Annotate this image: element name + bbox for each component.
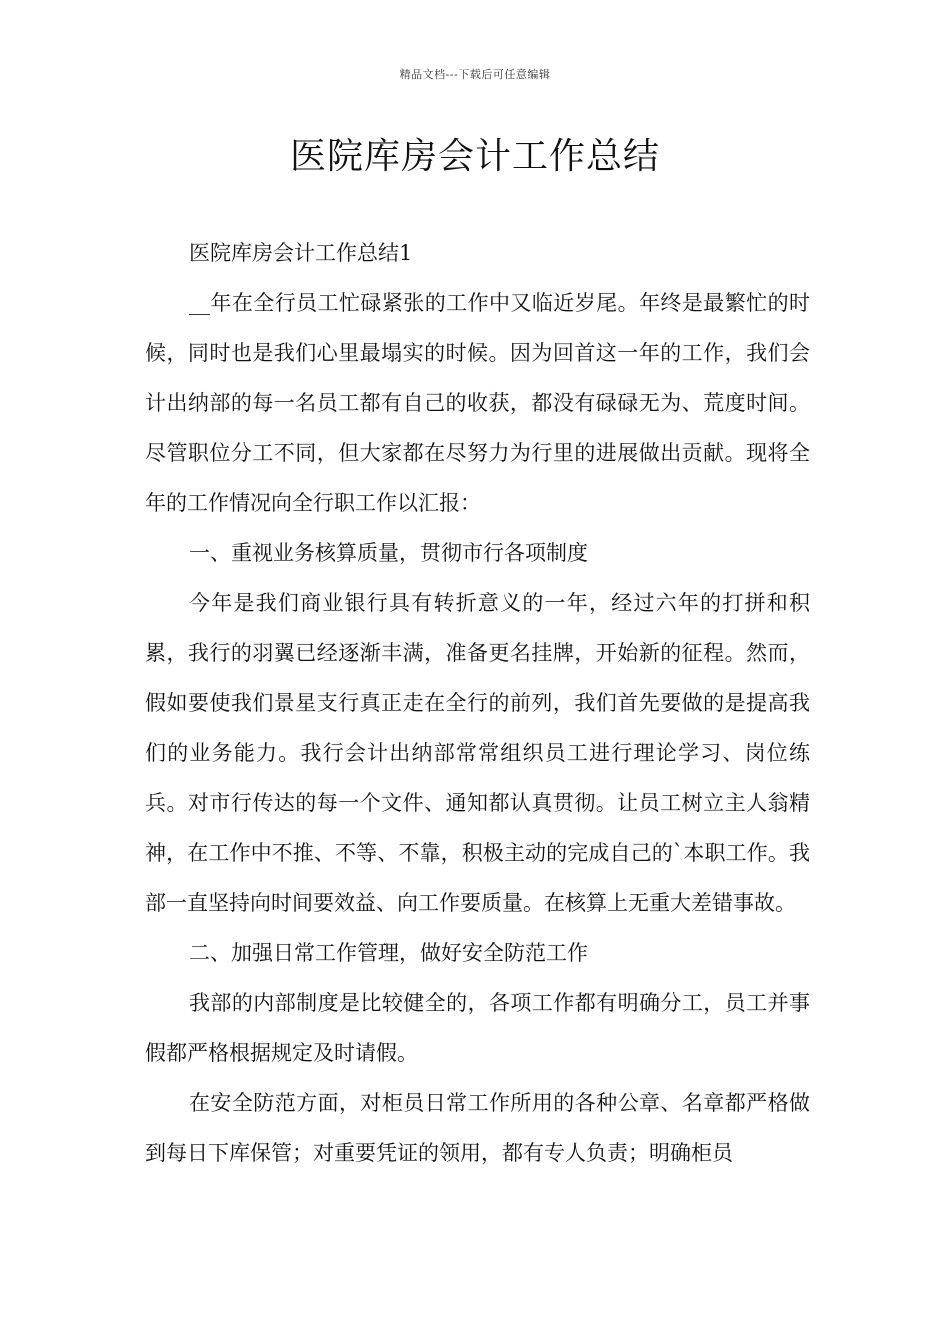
section-heading: 一、重视业务核算质量，贯彻市行各项制度: [189, 541, 588, 565]
document-body: [145, 228, 810, 1178]
body-paragraph: 我部的内部制度是比较健全的，各项工作都有明确分工，员工并事假都严格根据规定及时请假。: [145, 991, 810, 1065]
document-title: 医院库房会计工作总结: [289, 136, 660, 177]
section-heading: 医院库房会计工作总结1: [189, 241, 413, 265]
section-heading: 二、加强日常工作管理，做好安全防范工作: [189, 941, 588, 965]
body-paragraph: 在安全防范方面，对柜员日常工作所用的各种公章、名章都严格做到每日下库保管；对重要凭证的领用，都有专人负责；明确柜员: [145, 1091, 810, 1165]
body-paragraph: __年在全行员工忙碌紧张的工作中又临近岁尾。年终是最繁忙的时候，同时也是我们心里最塌实的时候。因为回首这一年的工作，我们会计出纳部的每一名员工都有自己的收获，都没有碌碌无为、荒度时间。尽管职位分工不同，但大家都在尽努力为行里的进展做出贡献。现将全年的工作情况向全行职工作以汇报：: [145, 291, 810, 515]
header-note: 精品文档---下载后可任意编辑: [399, 68, 551, 81]
body-paragraph: 今年是我们商业银行具有转折意义的一年，经过六年的打拼和积累，我行的羽翼已经逐渐丰满，准备更名挂牌，开始新的征程。然而，假如要使我们景星支行真正走在全行的前列，我们首先要做的是提高我们的业务能力。我行会计出纳部常常组织员工进行理论学习、岗位练兵。对市行传达的每一个文件、通知都认真贯彻。让员工树立主人翁精神，在工作中不推、不等、不靠，积极主动的完成自己的`本职工作。我部一直坚持向时间要效益、向工作要质量。在核算上无重大差错事故。: [145, 591, 810, 915]
